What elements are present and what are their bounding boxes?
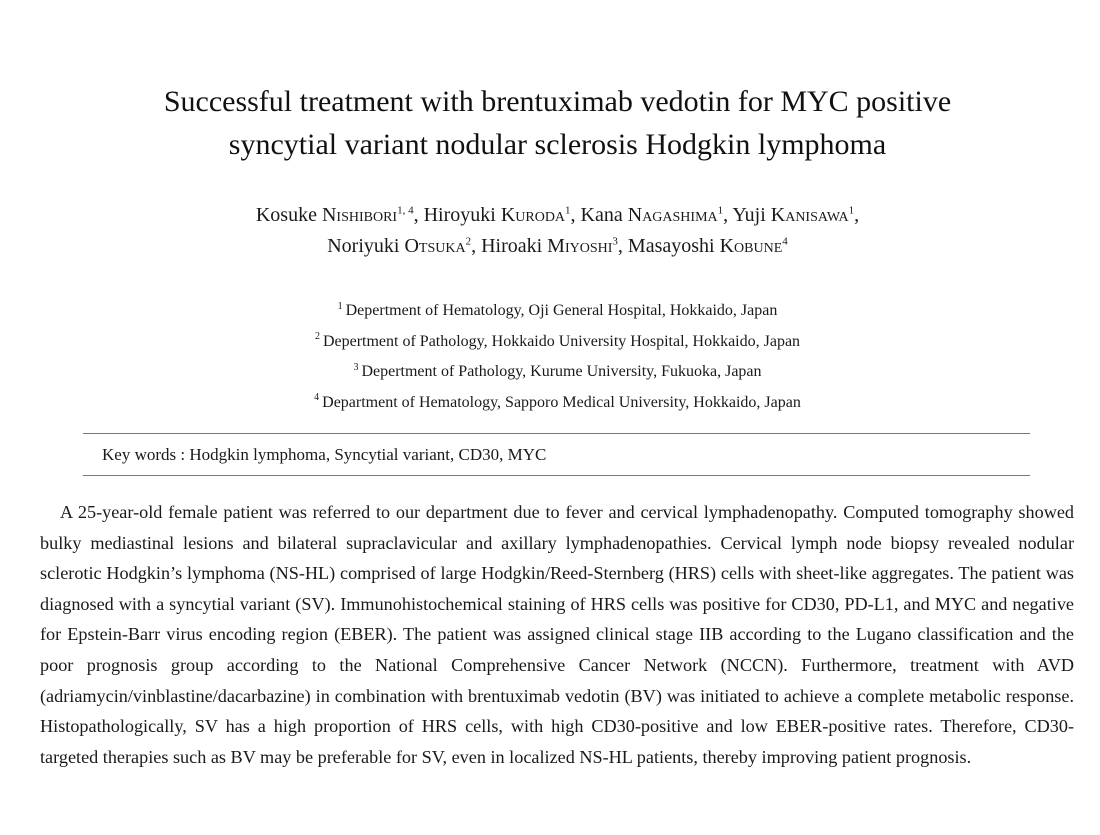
affiliation: $^1$ Depertment of Hematology, Oji General Hospital, Hokkaido, Japan xyxy=(337,300,778,319)
author: Kosuke Nishibori$^{1, 4}$, xyxy=(255,204,424,226)
abstract-body: A 25-year-old female patient was referred to our department due to fever and cervical lymphadenopathy. Computed tomography showed bulky mediastinal lesions and bilateral supraclavicular and axillary lymphadenopathies. Cervical lymph node biopsy revealed nodular sclerotic Hodgkin’s lymphoma (NS-HL) comprised of large Hodgkin/Reed-Sternberg (HRS) cells with sheet-like aggregates. The patient was diagnosed with a syncytial variant (SV). Immunohistochemical staining of HRS cells was positive for CD30, PD-L1, and MYC and negative for Epstein-Barr virus encoding region (EBER). The patient was assigned clinical stage IIB according to the Lugano classification and the poor prognosis group according to the National Comprehensive Cancer Network (NCCN). Furthermore, treatment with AVD (adriamycin/vinblastine/dacarbazine) in combination with brentuximab vedotin (BV) was initiated to achieve a complete metabolic response. Histopathologically, SV has a high proportion of HRS cells, with high CD30-positive and low EBER-positive rates. Therefore, CD30-targeted therapies such as BV may be preferable for SV, even in localized NS-HL patients, thereby improving patient prognosis. xyxy=(40,502,1074,767)
author: Yuji Kanisawa$^1$, xyxy=(732,204,860,226)
author: Hiroyuki Kuroda$^1$, xyxy=(423,204,581,226)
title-line-2: syncytial variant nodular sclerosis Hodgkin lymphoma xyxy=(228,128,887,161)
author: Hiroaki Miyoshi$^3$, xyxy=(481,235,628,257)
author: Masayoshi Kobune$^4$ xyxy=(627,235,788,257)
keywords: Key words : Hodgkin lymphoma, Syncytial variant, CD30, MYC xyxy=(102,445,547,464)
author: Kana Nagashima$^1$, xyxy=(580,204,733,226)
keywords-top-rule xyxy=(83,433,1030,434)
paper-title xyxy=(60,80,1055,166)
keywords-bottom-rule xyxy=(83,475,1030,476)
affiliation-list xyxy=(60,296,1055,418)
author-list xyxy=(60,200,1055,262)
affiliation: $^3$ Depertment of Pathology, Kurume University, Fukuoka, Japan xyxy=(353,361,762,380)
author: Noriyuki Otsuka$^2$, xyxy=(327,235,482,257)
author-line-2 xyxy=(60,231,1055,262)
affiliation: $^2$ Depertment of Pathology, Hokkaido University Hospital, Hokkaido, Japan xyxy=(314,331,801,350)
affiliation: $^4$ Department of Hematology, Sapporo Medical University, Hokkaido, Japan xyxy=(314,392,801,411)
title-line-1: Successful treatment with brentuximab vedotin for MYC positive xyxy=(163,85,952,118)
author-line-1 xyxy=(60,200,1055,231)
